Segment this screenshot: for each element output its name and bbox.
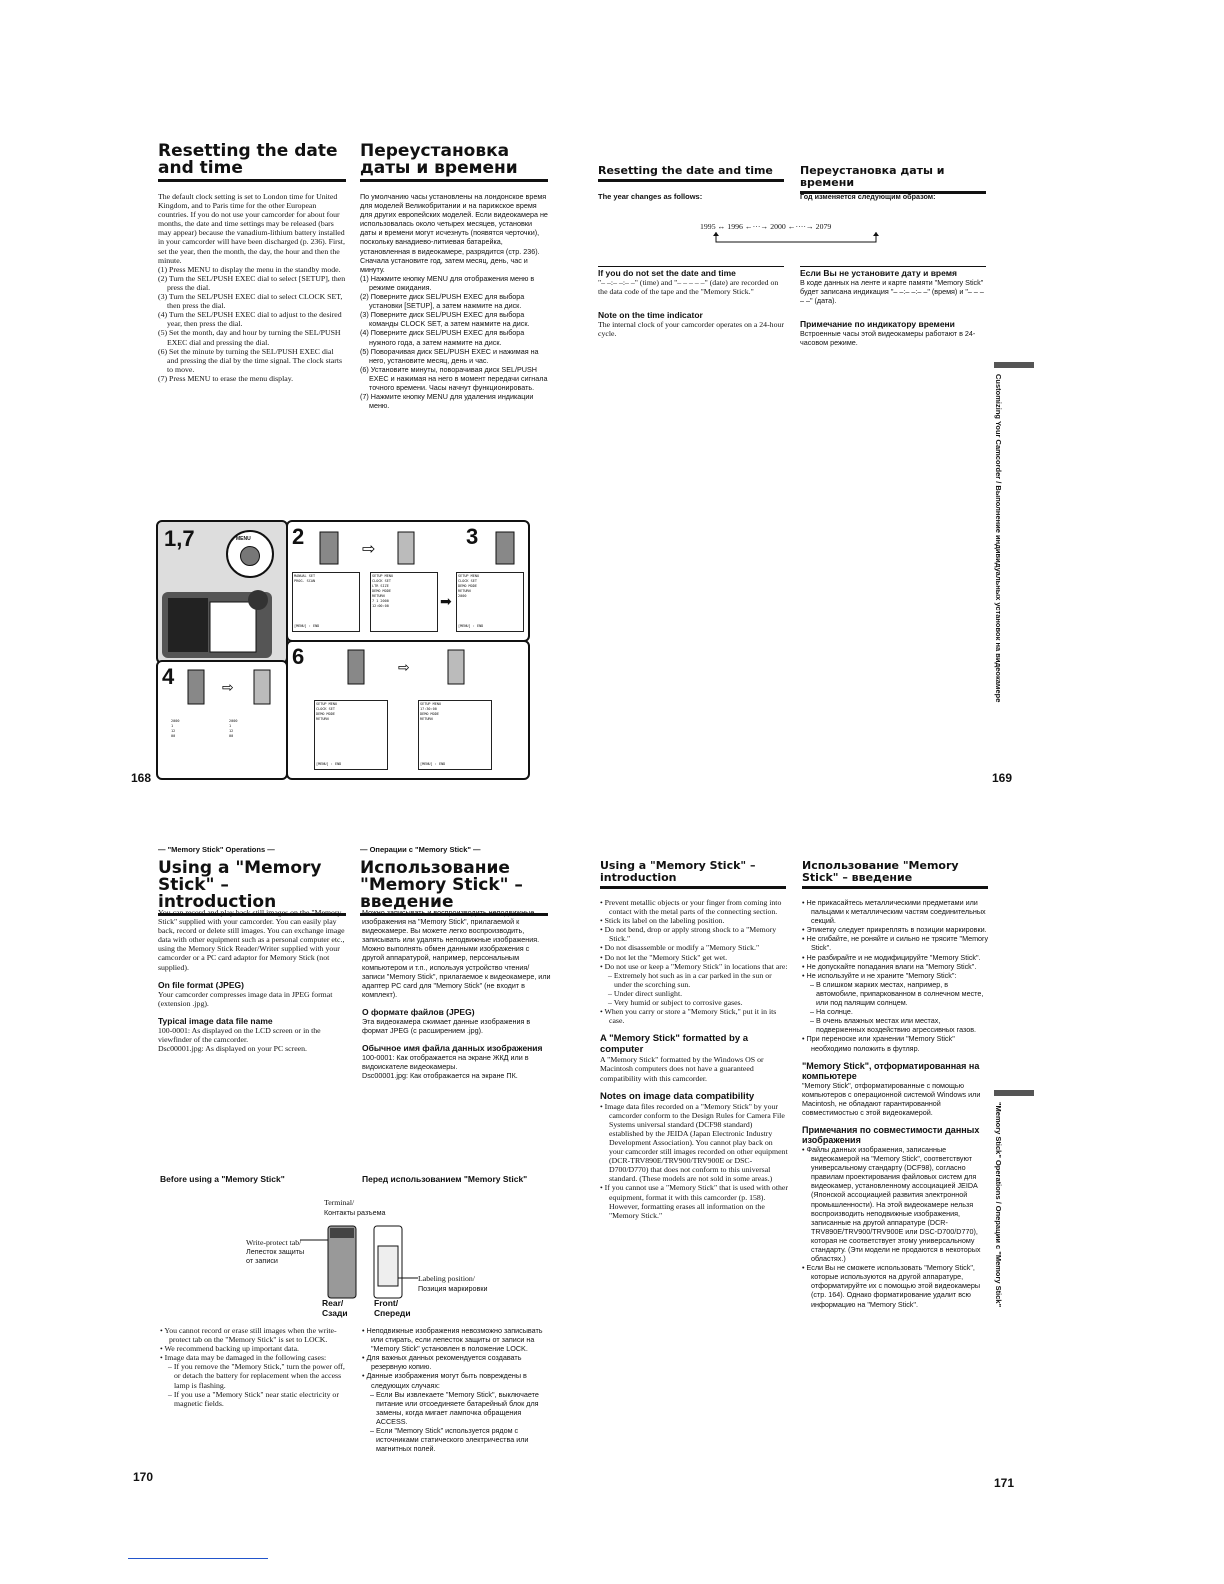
step-label-3: 3 (466, 524, 479, 549)
hour-value: 12 (171, 729, 176, 733)
divider (598, 266, 784, 267)
p170-name-text-en: 100-0001: As displayed on the LCD screen or in the viewfinder of the camcorder. (158, 1025, 321, 1044)
dial-press-illustration (328, 646, 508, 690)
p168-step-ru: (6) Установите минуты, поворачивая диск SEL/PUSH EXEC и нажимая на него в момент передачи сигнала точного времени. Часы начнут функционировать. (360, 364, 548, 392)
bullet-en: • Stick its label on the labeling position. (600, 916, 725, 926)
p170-fmt-head-en: On file format (JPEG) (158, 979, 244, 990)
p169-nodate-head-ru: Если Вы не установите дату и время (800, 268, 957, 278)
p171-title-ru: Использование "Memory Stick" – введение (802, 860, 988, 889)
menu-button-label: MENU (236, 536, 251, 542)
bullet-ru: • Неподвижные изображения невозможно записывать или стирать, если лепесток защиты от записи на "Memory Stick" установлен в положение LOCK. (362, 1326, 543, 1354)
p171-text-ru (802, 898, 990, 1309)
bullet-ru: • Не сгибайте, не роняйте и сильно не трясите "Memory Stick". (802, 934, 989, 953)
p170-kicker-en: — "Memory Stick" Operations — (158, 845, 275, 854)
p168-step-en: (7) Press MENU to erase the menu display. (158, 373, 294, 383)
p171-fmt-head-ru: "Memory Stick", отформатированная на компьютере (802, 1060, 980, 1081)
p169-time-head-ru: Примечание по индикатору времени (800, 319, 955, 330)
dial-turn-illustration (182, 666, 282, 710)
panel-6 (286, 640, 530, 780)
menu-line: DEMO MODE (458, 584, 477, 588)
year-value: 2000 (171, 719, 180, 723)
screen-clock-done (418, 700, 492, 770)
p168-intro-ru: По умолчанию часы установлены на лондонское время для моделей Великобритании и на парижское время для других европейских моделей. Если видеокамера не использовалась около четырех месяцев, установки даты и времени могут исчезнуть (появятся черточки), поскольку ванадиево-литиевая батарейка, установленная в видеокамере, разрядится (стр. 236). Сначала установите год, затем месяц, день, час и минуту. (360, 192, 548, 274)
menu-end: [MENU] : END (316, 762, 342, 766)
p170-name-head-en: Typical image data file name (158, 1015, 273, 1026)
p168-step-ru: (2) Поверните диск SEL/PUSH EXEC для выбора установки [SETUP], а затем нажмите на диск. (360, 292, 525, 311)
screen-setup-menu (370, 572, 438, 632)
month-value: 1 (171, 724, 174, 728)
year-select-before (170, 718, 218, 770)
p169-time-head-en: Note on the time indicator (598, 310, 703, 321)
menu-line: SETUP MENU (372, 574, 394, 578)
year-value: 2000 (229, 719, 238, 723)
p171-comp-head-en: Notes on image data compatibility (600, 1090, 755, 1102)
p170-fmt-text-en: Your camcorder compresses image data in JPEG format (extension .jpg). (158, 989, 333, 1008)
menu-line: SETUP MENU (420, 702, 442, 706)
clock-time: 12:00:00 (372, 604, 389, 608)
p168-step-en: (5) Set the month, day and hour by turning the SEL/PUSH EXEC dial and pressing the dial. (158, 328, 341, 347)
bullet-en: • Image data files recorded on a "Memory Stick" by your camcorder conform to the Design Rules for Camera File Systems universal standard (DCF98 standard) established by the JEIDA (Japan Electronic Industry Development Association). You cannot play back on your camcorder still images recorded on other equipment (DCR-TRV890E/TRV900/TRV900E or DSC-D700/D770) that does not conform to this universal standard. (These models are not sold in some areas.) (600, 1101, 788, 1184)
clock-time: 17:30:00 (420, 707, 437, 711)
menu-end: [MENU] : END (458, 624, 484, 628)
bullet-ru: • Файлы данных изображения, записанные видеокамерой на "Memory Stick", соответствуют универсальному стандарту (DCF98), согласно правилам проектирования файловых систем для видеокамер, установленному ассоциацией JEIDA (Японской ассоциацией развития электронной промышленности). На этой видеокамере нельзя воспроизводить неподвижные изображения, записанные на другой аппаратуре (DCR-TRV890E/TRV900/TRV900E или DSC-D700/D770), которая не соответствует этому универсальному стандарту. (Эти модели не продаются в некоторых областях.) (802, 1144, 981, 1264)
year-next: 1996 (727, 222, 743, 231)
write-protect-label-ru: Лепесток защиты (246, 1247, 305, 1256)
dial-illustration-row (310, 528, 520, 568)
p168-step-en: (3) Turn the SEL/PUSH EXEC dial to select CLOCK SET, then press the dial. (158, 292, 343, 311)
screen-manual-set (292, 572, 360, 632)
p169-nodate-head-en: If you do not set the date and time (598, 268, 736, 278)
bullet-en: • Do not disassemble or modify a "Memory Stick." (600, 943, 760, 953)
hour-value: 12 (229, 729, 234, 733)
p170-title-en: Using a "Memory Stick" – introduction (158, 860, 346, 916)
p169-nodate-text-ru: В коде данных на ленте и карте памяти "Memory Stick" будет записана индикация "– –:– –:– –" (время) и "– – – – –" (дата). (800, 278, 984, 306)
bullet-en: • When you carry or store a "Memory Stick," put it in its case. (600, 1007, 777, 1026)
p171-comp-head-ru: Примечания по совместимости данных изображения (802, 1124, 980, 1145)
p170-before-ru: Перед использованием "Memory Stick" (362, 1174, 528, 1184)
bullet-en: • Do not let the "Memory Stick" get wet. (600, 952, 728, 962)
menu-zoom-circle (226, 530, 274, 578)
p170-before-en: Before using a "Memory Stick" (160, 1174, 285, 1184)
p169-year-en: The year changes as follows: (598, 192, 703, 201)
write-protect-label-ru: от записи (246, 1256, 278, 1265)
p170-name-text-ru: Dsc00001.jpg: Как отображается на экране ПК. (362, 1071, 518, 1081)
menu-line: PROG. SCAN (294, 579, 316, 583)
memory-stick-figure (240, 1196, 530, 1318)
clock-date: 7 1 2000 (372, 599, 389, 603)
menu-line: SETUP MENU (458, 574, 480, 578)
p170-name-head-ru: Обычное имя файла данных изображения (362, 1043, 543, 1054)
rear-label: Rear/ (322, 1298, 344, 1308)
p168-step-ru: (7) Нажмите кнопку MENU для удаления индикации меню. (360, 392, 534, 411)
svg-text:⇨: ⇨ (398, 660, 410, 676)
menu-line: SETUP MENU (316, 702, 338, 706)
bullet-en: • Do not use or keep a "Memory Stick" in locations that are: (600, 961, 788, 971)
rear-label-ru: Сзади (322, 1308, 348, 1318)
sub-bullet-ru: – Если Вы извлекаете "Memory Stick", выключаете питание или отсоединяете батарейный блок для замены, когда мигает лампочка обращения ACCESS. (370, 1389, 539, 1426)
bullet-ru: • Не разбирайте и не модифицируйте "Memory Stick". (802, 952, 981, 962)
p169-time-text-ru: Встроенные часы этой видеокамеры работают в 24-часовом режиме. (800, 329, 976, 348)
sub-bullet-en: – If you remove the "Memory Stick," turn the power off, or detach the battery for replacement when the access lamp is flashing. (168, 1362, 345, 1390)
menu-line: RETURN (420, 717, 433, 721)
screen-clock-adjust (314, 700, 388, 770)
minute-value: 00 (171, 734, 176, 738)
step-label-4: 4 (162, 664, 175, 689)
memory-stick-icon (300, 1222, 420, 1300)
bullet-ru: • Данные изображения могут быть повреждены в следующих случаях: (362, 1371, 527, 1390)
menu-line: DEMO MODE (420, 712, 439, 716)
clock-year: 2000 (458, 594, 467, 598)
menu-end: [MENU] : END (420, 762, 446, 766)
section-tab-marker (994, 1090, 1034, 1096)
year-cycle-diagram: 1995 ↔ 1996 ←···→ 2000 ←····→ 2079 (700, 222, 832, 231)
bullet-ru: • При переноске или хранении "Memory Stick" необходимо положить в футляр. (802, 1034, 955, 1053)
p169-title-ru: Переустановка даты и времени (800, 165, 986, 194)
p168-step-ru: (4) Поверните диск SEL/PUSH EXEC для выбора нужного года, а затем нажмите на диск. (360, 328, 525, 347)
year-end: 2079 (815, 222, 832, 231)
labeling-position-label: Labeling position/ (418, 1274, 475, 1283)
sub-bullet-ru: – В слишком жарких местах, например, в автомобиле, припаркованном в солнечном месте, или под палящим солнцем. (810, 979, 984, 1008)
menu-end: [MENU] : END (294, 624, 320, 628)
p171-fmt-text-en: A "Memory Stick" formatted by the Windows OS or Macintosh computers does not have a guaranteed compatibility with this camcorder. (600, 1055, 764, 1083)
labeling-position-label-ru: Позиция маркировки (418, 1284, 488, 1293)
menu-line: CLOCK SET (372, 579, 391, 583)
bullet-ru: • Если Вы не сможете использовать "Memory Stick", которые используются на другой аппаратуре, отформатируйте их с помощью этой видеокамеры (стр. 164). Однако форматирование удалит всю информацию на "Memory Stick". (802, 1263, 981, 1309)
p170-fmt-head-ru: О формате файлов (JPEG) (362, 1006, 475, 1017)
menu-line: MANUAL SET (294, 574, 316, 578)
menu-line: CLOCK SET (316, 707, 335, 711)
p171-text-en (600, 898, 788, 1220)
bullet-ru: • Не используйте и не храните "Memory Stick": (802, 970, 957, 980)
camcorder-illustration (158, 572, 286, 662)
year-start: 1995 (700, 222, 716, 231)
p168-title-en: Resetting the date and time (158, 143, 346, 182)
page-number-171: 171 (994, 1476, 1015, 1490)
p168-figure (156, 518, 531, 778)
p170-text-ru (362, 908, 552, 1080)
menu-line: RETURN (372, 594, 385, 598)
bullet-en: • Image data may be damaged in the following cases: (160, 1353, 327, 1363)
menu-button-icon (240, 546, 260, 566)
p168-title-ru: Переустановка даты и времени (360, 143, 548, 182)
minute-value: 00 (229, 734, 234, 738)
menu-line: RETURN (316, 717, 329, 721)
p170-bullets-ru (362, 1326, 552, 1453)
p168-step-en: (6) Set the minute by turning the SEL/PUSH EXEC dial and pressing the dial by the time signal. The clock starts to move. (158, 346, 343, 374)
bullet-en: • If you cannot use a "Memory Stick" that is used with other equipment, format it with this camcorder (p. 158). However, formatting erases all information on the "Memory Stick." (600, 1183, 788, 1220)
p170-bullets-en (160, 1326, 348, 1408)
sub-bullet-ru: – Если "Memory Stick" используется рядом с источниками статического электричества или магнитных полей. (370, 1426, 529, 1454)
sub-bullet-en: – Very humid or subject to corrosive gases. (608, 998, 743, 1008)
p170-name-text-ru: 100-0001: Как отображается на экране ЖКД или в видоискателе видеокамеры. (362, 1053, 529, 1072)
p169-title-en: Resetting the date and time (598, 165, 784, 182)
p168-text-en (158, 192, 346, 383)
terminal-label: Terminal/ (324, 1198, 355, 1207)
month-value: 1 (229, 724, 232, 728)
p170-intro-ru: Можно записывать и воспроизводить неподвижные изображения на "Memory Stick", прилагаемой к видеокамере. Вы можете легко воспроизводить, записывать или удалять неподвижные изображения. Можно выполнять обмен данными изображения с другой аппаратурой, например, персональным компьютером и т.п., используя устройство чтения/записи "Memory Stick", прилагаемое к видеокамере, или адаптер PC card для "Memory Stick" (не входит в комплект). (362, 908, 551, 999)
p170-kicker-ru: — Операции с "Memory Stick" — (360, 845, 481, 854)
p168-step-ru: (1) Нажмите кнопку MENU для отображения меню в режиме ожидания. (360, 273, 535, 292)
sub-bullet-en: – If you use a "Memory Stick" near static electricity or magnetic fields. (168, 1389, 339, 1408)
bullet-en: • You cannot record or erase still images when the write-protect tab on the "Memory Stick" is set to LOCK. (160, 1326, 337, 1345)
p171-title-en: Using a "Memory Stick" – introduction (600, 860, 786, 889)
p170-text-en (158, 908, 346, 1053)
p168-step-ru: (5) Поворачивая диск SEL/PUSH EXEC и нажимая на него, установите месяц, день и час. (360, 346, 539, 365)
year-cycle-arrow (710, 232, 880, 246)
bullet-ru: • Не допускайте попадания влаги на "Memory Stick". (802, 961, 977, 971)
bullet-en: • Prevent metallic objects or your finger from coming into contact with the metal parts of the connecting section. (600, 898, 782, 917)
bullet-ru: • Для важных данных рекомендуется создавать резервную копию. (362, 1353, 522, 1372)
year-select-after (228, 718, 276, 770)
menu-line: LTR SIZE (372, 584, 389, 588)
menu-line: RETURN (458, 589, 471, 593)
sub-bullet-en: – Extremely hot such as in a car parked in the sun or under the scorching sun. (608, 970, 772, 989)
front-label: Front/ (374, 1298, 399, 1308)
p170-name-text-en: Dsc00001.jpg: As displayed on your PC screen. (158, 1044, 307, 1054)
p169-year-ru: Год изменяется следующим образом: (800, 192, 936, 201)
menu-line: CLOCK SET (458, 579, 477, 583)
svg-text:⇨: ⇨ (362, 539, 376, 558)
p168-step-en: (1) Press MENU to display the menu in the standby mode. (158, 264, 341, 274)
p171-fmt-text-ru: "Memory Stick", отформатированные с помощью компьютеров с операционной системой Windows или Macintosh, не обладают гарантированной совместимостью с этой видеокамерой. (802, 1080, 981, 1117)
sub-bullet-en: – Under direct sunlight. (608, 988, 683, 998)
p169-nodate-text-en: "– –:– –:– –" (time) and "– – – – –" (date) are recorded on the data code of the tape and the "Memory Stick." (598, 278, 779, 297)
p168-text-ru (360, 192, 550, 410)
p170-intro-en: You can record and play back still images on the "Memory Stick" supplied with your camcorder. You can easily play back, record or delete still images. You can exchange image data with other equipment such as a personal computer etc., using the Memory Stick Reader/Writer supplied with your camcorder or a PC card adaptor for Memory Stick (not supplied). (158, 908, 345, 972)
bullet-en: • Do not bend, drop or apply strong shock to a "Memory Stick." (600, 925, 777, 944)
terminal-label-ru: Контакты разъема (324, 1208, 386, 1217)
step-label-6: 6 (292, 644, 305, 669)
page-number-168: 168 (131, 771, 152, 785)
panel-1-7 (156, 520, 288, 664)
sub-bullet-ru: – На солнце. (810, 1007, 853, 1017)
p171-side-label: "Memory Stick" Operations / Операции с "Memory Stick" (994, 1102, 1003, 1308)
p168-step-en: (2) Turn the SEL/PUSH EXEC dial to select [SETUP], then press the dial. (158, 273, 346, 292)
step-label-1-7: 1,7 (164, 526, 195, 551)
p169-nodate-en (598, 268, 784, 338)
front-label-ru: Спереди (374, 1308, 411, 1318)
panel-2-3 (286, 520, 530, 642)
page-number-170: 170 (133, 1470, 154, 1484)
divider (800, 266, 986, 267)
p168-intro-en: The default clock setting is set to London time for United Kingdom, and to Paris time for the other European countries. If you do not use your camcorder for about four months, the date and time settings may be released (bars may appear) because the vanadium-lithium battery installed in your camcorder will have been discharged (p. 236). First, set the year, then the month, the day, the hour and then the minute. (158, 192, 345, 265)
bullet-ru: • Этикетку следует прикреплять в позиции маркировки. (802, 925, 987, 935)
footer-link-line (128, 1558, 268, 1559)
screen-clock-set (456, 572, 524, 632)
panel-4 (156, 660, 288, 780)
p169-time-text-en: The internal clock of your camcorder operates on a 24-hour cycle. (598, 320, 784, 339)
menu-line: DEMO MODE (372, 589, 391, 593)
p169-nodate-ru (800, 268, 986, 347)
arrow-right-icon: ➡ (440, 594, 452, 610)
p170-fmt-text-ru: Эта видеокамера сжимает данные изображения в формат JPEG (с расширением .jpg). (362, 1016, 531, 1036)
p168-step-en: (4) Turn the SEL/PUSH EXEC dial to adjust to the desired year, then press the dial. (158, 310, 342, 329)
sub-bullet-ru: – В очень влажных местах или местах, подверженных воздействию агрессивных газов. (810, 1016, 977, 1035)
p168-step-ru: (3) Поверните диск SEL/PUSH EXEC для выбора команды CLOCK SET, а затем нажмите на диск. (360, 310, 530, 329)
page-number-169: 169 (992, 771, 1013, 785)
p171-fmt-head-en: A "Memory Stick" formatted by a computer (600, 1033, 749, 1056)
write-protect-label: Write-protect tab/ (246, 1238, 302, 1247)
section-tab-marker (994, 362, 1034, 368)
bullet-en: • We recommend backing up important data. (160, 1344, 300, 1354)
step-label-2: 2 (292, 524, 305, 549)
year-mid: 2000 (770, 222, 786, 231)
menu-line: DEMO MODE (316, 712, 335, 716)
svg-text:⇨: ⇨ (222, 680, 234, 696)
p169-side-label: Customizing Your Camcorder / Выполнение индивидуальных установок на видеокамере (994, 374, 1003, 703)
p170-title-ru: Использование "Memory Stick" – введение (360, 860, 548, 916)
bullet-ru: • Не прикасайтесь металлическими предметами или пальцами к металлическим частям соединительных секций. (802, 898, 986, 926)
